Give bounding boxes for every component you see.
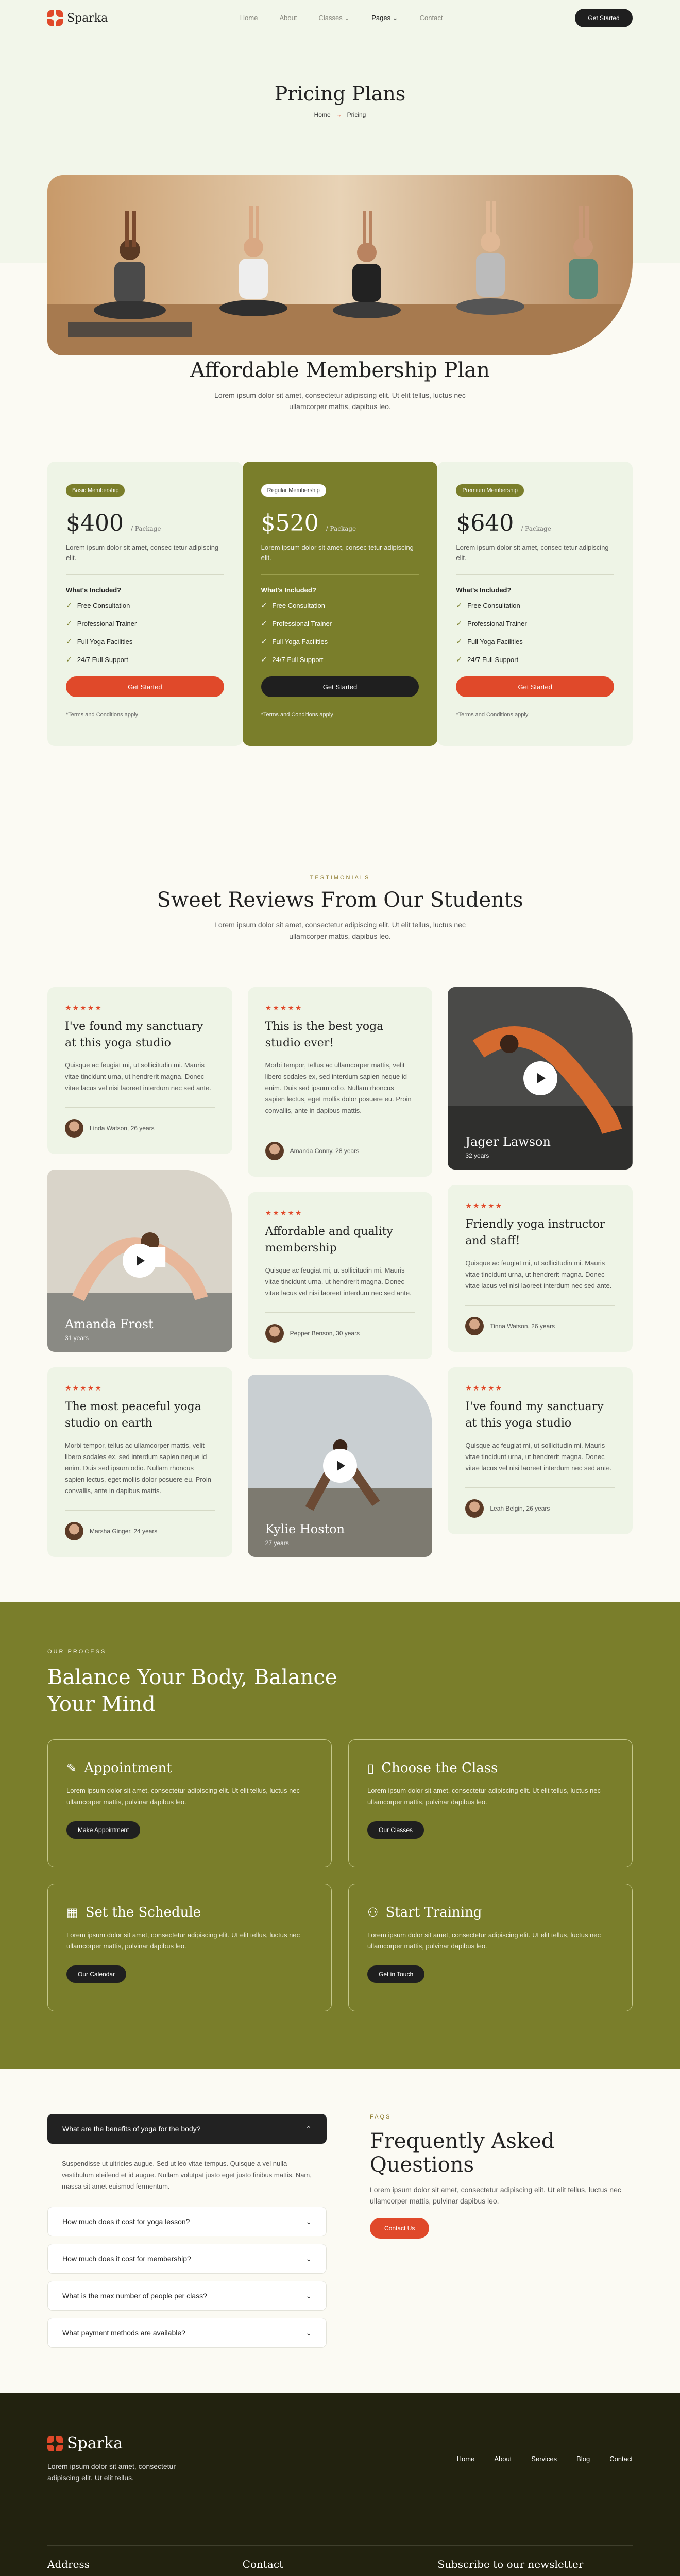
feature-item: ✓ Full Yoga Facilities xyxy=(66,637,133,646)
plan-desc: Lorem ipsum dolor sit amet, consec tetur adipiscing elit. xyxy=(261,544,414,562)
check-icon: ✓ xyxy=(66,637,72,646)
testimonial-author: Tinna Watson, 26 years xyxy=(465,1305,615,1335)
avatar xyxy=(265,1142,284,1160)
pricing-plans xyxy=(47,462,633,746)
faq-section xyxy=(0,2069,680,2393)
testimonial-text: Quisque ac feugiat mi, ut sollicitudin mi. Mauris vitae tincidunt urna, ut hendrerit magna. Donec vitae lacus vel nisi laoreet interdum nec sed ante. xyxy=(465,1442,612,1472)
nav-classes[interactable]: Classes ⌄ xyxy=(318,14,350,22)
arrow-right-icon: → xyxy=(335,111,342,118)
process-step-text: Lorem ipsum dolor sit amet, consectetur adipiscing elit. Ut elit tellus, luctus nec ullamcorper mattis, pulvinar dapibus leo. xyxy=(367,1787,601,1806)
plan-get-started-button[interactable]: Get Started xyxy=(66,676,224,697)
check-icon: ✓ xyxy=(261,619,267,628)
process-grid xyxy=(47,1739,633,2011)
main-nav xyxy=(240,14,443,22)
check-icon: ✓ xyxy=(261,637,267,646)
feature-item: ✓ 24/7 Full Support xyxy=(66,655,128,664)
chevron-down-icon: ⌄ xyxy=(344,14,350,22)
rating-stars: ★★★★★ xyxy=(265,1209,303,1217)
faq-question[interactable]: What is the max number of people per class? ⌄ xyxy=(47,2281,327,2311)
testimonial-title: I've found my sanctuary at this yoga studio xyxy=(65,1020,203,1049)
get-in-touch-button[interactable]: Get in Touch xyxy=(367,1965,424,1983)
testimonials-section xyxy=(0,746,680,1557)
video-testimonial[interactable] xyxy=(448,987,633,1170)
chevron-down-icon: ⌄ xyxy=(305,2217,312,2226)
play-icon[interactable] xyxy=(523,1061,557,1095)
video-name: Jager Lawson xyxy=(465,1134,551,1149)
nav-home[interactable]: Home xyxy=(240,14,258,22)
testimonial-card xyxy=(448,1185,633,1352)
check-icon: ✓ xyxy=(456,601,463,609)
nav-pages[interactable]: Pages ⌄ xyxy=(371,14,398,22)
testimonial-author: Leah Belgin, 26 years xyxy=(465,1487,615,1518)
process-step-text: Lorem ipsum dolor sit amet, consectetur adipiscing elit. Ut elit tellus, luctus nec ullamcorper mattis, pulvinar dapibus leo. xyxy=(367,1931,601,1950)
testimonial-text: Morbi tempor, tellus ac ullamcorper mattis, velit libero sodales ex, sed interdum sapien neque id enim. Duis sed ipsum odio. Nullam rhoncus sapien lectus, eget mollis dolor posuere eu. Proin convallis, ante in dapibus mattis. xyxy=(65,1442,211,1495)
process-eyebrow: OUR PROCESS xyxy=(47,1649,107,1655)
page-title: Pricing Plans xyxy=(274,82,406,105)
process-step-title: Start Training xyxy=(385,1905,482,1920)
included-label: What's Included? xyxy=(261,586,316,594)
plan-badge: Premium Membership xyxy=(456,484,524,497)
faq-question[interactable]: How much does it cost for yoga lesson? ⌄ xyxy=(47,2207,327,2236)
rating-stars: ★★★★★ xyxy=(65,1384,103,1392)
footer-address xyxy=(47,2546,243,2576)
included-label: What's Included? xyxy=(456,586,512,594)
nav-contact[interactable]: Contact xyxy=(419,14,443,22)
testimonial-author: Marsha Ginger, 24 years xyxy=(65,1510,215,1540)
footer-nav-contact[interactable]: Contact xyxy=(609,2455,633,2463)
feature-item: ✓ Full Yoga Facilities xyxy=(261,637,328,646)
people-icon: ⚇ xyxy=(367,1905,379,1920)
breadcrumb-current: Pricing xyxy=(347,111,366,118)
play-icon[interactable] xyxy=(323,1449,357,1483)
testimonial-author: Pepper Benson, 30 years xyxy=(265,1312,415,1343)
check-icon: ✓ xyxy=(261,601,267,609)
plan-price: $400 / Package xyxy=(66,510,161,536)
contact-us-button[interactable]: Contact Us xyxy=(370,2218,429,2239)
footer-address-title: Address xyxy=(47,2558,90,2570)
check-icon: ✓ xyxy=(261,655,267,664)
testimonial-text: Quisque ac feugiat mi, ut sollicitudin mi. Mauris vitae tincidunt urna, ut hendrerit magna. Donec vitae lacus vel nisi laoreet interdum nec sed ante. xyxy=(65,1061,211,1092)
site-footer xyxy=(0,2393,680,2576)
plan-terms: *Terms and Conditions apply xyxy=(66,711,139,718)
newsletter-title: Subscribe to our newsletter xyxy=(437,2558,584,2570)
logo-text: Sparka xyxy=(67,11,108,25)
process-card xyxy=(47,1739,332,1867)
nav-about[interactable]: About xyxy=(279,14,297,22)
testimonials-subtitle: Lorem ipsum dolor sit amet, consectetur adipiscing elit. Ut elit tellus, luctus nec ullamcorper mattis, dapibus leo. xyxy=(214,921,466,940)
video-age: 32 years xyxy=(465,1152,489,1159)
plan-desc: Lorem ipsum dolor sit amet, consec tetur adipiscing elit. xyxy=(66,544,219,562)
play-icon[interactable] xyxy=(123,1244,157,1278)
footer-nav-home[interactable]: Home xyxy=(456,2455,475,2463)
testimonial-card xyxy=(448,1367,633,1534)
our-calendar-button[interactable]: Our Calendar xyxy=(66,1965,126,1983)
plan-get-started-button[interactable]: Get Started xyxy=(261,676,419,697)
plan-card-regular xyxy=(243,462,438,746)
faq-intro xyxy=(370,2114,633,2393)
logo-icon xyxy=(47,10,63,26)
feature-item: ✓ Free Consultation xyxy=(456,601,520,609)
video-name: Kylie Hoston xyxy=(265,1522,345,1536)
avatar xyxy=(65,1522,83,1540)
video-name: Amanda Frost xyxy=(65,1317,154,1331)
testimonial-title: Friendly yoga instructor and staff! xyxy=(465,1218,605,1247)
footer-logo[interactable] xyxy=(47,2434,197,2452)
plan-get-started-button[interactable]: Get Started xyxy=(456,676,614,697)
process-card xyxy=(348,1884,633,2011)
feature-item: ✓ Free Consultation xyxy=(261,601,326,609)
footer-logo-text: Sparka xyxy=(67,2434,123,2452)
feature-item: ✓ Professional Trainer xyxy=(261,619,332,628)
video-age: 31 years xyxy=(65,1334,89,1342)
avatar xyxy=(265,1324,284,1343)
process-card xyxy=(47,1884,332,2011)
testimonial-author: Linda Watson, 26 years xyxy=(65,1107,215,1138)
make-appointment-button[interactable]: Make Appointment xyxy=(66,1821,140,1839)
breadcrumb xyxy=(0,111,680,118)
faq-subtitle: Lorem ipsum dolor sit amet, consectetur adipiscing elit. Ut elit tellus, luctus nec ullamcorper mattis, pulvinar dapibus leo. xyxy=(370,2185,621,2205)
avatar xyxy=(465,1499,484,1518)
check-icon: ✓ xyxy=(456,619,463,628)
process-title: Balance Your Body, Balance Your Mind xyxy=(47,1666,337,1716)
feature-list xyxy=(66,601,224,664)
faq-title: Frequently Asked Questions xyxy=(370,2129,555,2177)
rating-stars: ★★★★★ xyxy=(65,1004,103,1012)
check-icon: ✓ xyxy=(66,655,72,664)
get-started-button[interactable]: Get Started xyxy=(575,9,633,27)
logo[interactable] xyxy=(47,10,108,26)
feature-list xyxy=(456,601,614,664)
pricing-title: Affordable Membership Plan xyxy=(190,359,490,382)
chevron-up-icon: ⌃ xyxy=(305,2124,312,2133)
testimonial-text: Quisque ac feugiat mi, ut sollicitudin mi. Mauris vitae tincidunt urna, ut hendrerit magna. Donec vitae lacus vel nisi laoreet interdum nec sed ante. xyxy=(265,1266,412,1297)
footer-nav xyxy=(457,2455,633,2463)
feature-item: ✓ Free Consultation xyxy=(66,601,130,609)
faq-question[interactable]: How much does it cost for membership? ⌄ xyxy=(47,2244,327,2274)
plan-desc: Lorem ipsum dolor sit amet, consec tetur adipiscing elit. xyxy=(456,544,609,562)
avatar xyxy=(65,1119,83,1138)
testimonial-title: Affordable and quality membership xyxy=(265,1225,393,1255)
avatar xyxy=(465,1317,484,1335)
pencil-icon: ✎ xyxy=(66,1761,77,1775)
footer-nav-blog[interactable]: Blog xyxy=(576,2455,590,2463)
check-icon: ✓ xyxy=(456,655,463,664)
breadcrumb-home[interactable]: Home xyxy=(314,111,331,118)
faq-accordion xyxy=(47,2114,327,2393)
feature-item: ✓ Full Yoga Facilities xyxy=(456,637,523,646)
footer-nav-about[interactable]: About xyxy=(494,2455,512,2463)
hero xyxy=(0,36,680,263)
testimonial-grid xyxy=(47,987,633,1557)
video-testimonial[interactable] xyxy=(47,1170,232,1352)
process-step-text: Lorem ipsum dolor sit amet, consectetur adipiscing elit. Ut elit tellus, luctus nec ullamcorper mattis, pulvinar dapibus leo. xyxy=(66,1931,300,1950)
our-classes-button[interactable]: Our Classes xyxy=(367,1821,424,1839)
process-step-title: Appointment xyxy=(84,1760,172,1776)
plan-terms: *Terms and Conditions apply xyxy=(456,711,529,718)
feature-item: ✓ 24/7 Full Support xyxy=(456,655,519,664)
calendar-icon: ▦ xyxy=(66,1905,78,1920)
chevron-down-icon: ⌄ xyxy=(392,14,398,22)
feature-list xyxy=(261,601,419,664)
testimonial-text: Morbi tempor, tellus ac ullamcorper mattis, velit libero sodales ex, sed interdum sapien neque id enim. Duis sed ipsum odio. Nullam rhoncus sapien lectus, eget mollis dolor posuere eu. Proin convallis, ante in dapibus mattis. xyxy=(265,1061,412,1114)
check-icon: ✓ xyxy=(66,601,72,609)
footer-nav-services[interactable]: Services xyxy=(531,2455,557,2463)
testimonial-author: Amanda Conny, 28 years xyxy=(265,1130,415,1160)
testimonial-title: I've found my sanctuary at this yoga studio xyxy=(465,1400,604,1430)
testimonial-card xyxy=(47,987,232,1154)
process-section xyxy=(0,1602,680,2069)
rating-stars: ★★★★★ xyxy=(465,1201,503,1210)
chevron-down-icon: ⌄ xyxy=(305,2328,312,2337)
rating-stars: ★★★★★ xyxy=(265,1004,303,1012)
process-step-text: Lorem ipsum dolor sit amet, consectetur adipiscing elit. Ut elit tellus, luctus nec ullamcorper mattis, pulvinar dapibus leo. xyxy=(66,1787,300,1806)
phone-icon: ▯ xyxy=(367,1761,375,1775)
rating-stars: ★★★★★ xyxy=(465,1384,503,1392)
logo-icon xyxy=(47,2436,63,2451)
site-header xyxy=(0,0,680,36)
faq-question-open[interactable]: What are the benefits of yoga for the body? ⌃ xyxy=(47,2114,327,2144)
pricing-subtitle: Lorem ipsum dolor sit amet, consectetur adipiscing elit. Ut elit tellus, luctus nec ullamcorper mattis, dapibus leo. xyxy=(214,391,466,411)
faq-question[interactable]: What payment methods are available? ⌄ xyxy=(47,2318,327,2348)
footer-about: Lorem ipsum dolor sit amet, consectetur adipiscing elit. Ut elit tellus. xyxy=(47,2462,176,2482)
testimonial-text: Quisque ac feugiat mi, ut sollicitudin mi. Mauris vitae tincidunt urna, ut hendrerit magna. Donec vitae lacus vel nisi laoreet interdum nec sed ante. xyxy=(465,1259,612,1290)
chevron-down-icon: ⌄ xyxy=(305,2291,312,2300)
faq-answer: Suspendisse ut ultricies augue. Sed ut leo vitae tempus. Quisque a vel nulla vestibulum eleifend et id augue. Nullam volutpat justo eget justo finibus mattis. Nam, massa sit amet euismod fermentum. xyxy=(62,2160,312,2190)
plan-card-premium xyxy=(437,462,633,746)
footer-newsletter xyxy=(437,2546,633,2576)
process-step-title: Set the Schedule xyxy=(85,1905,201,1920)
feature-item: ✓ 24/7 Full Support xyxy=(261,655,324,664)
footer-contact-title: Contact xyxy=(242,2558,284,2570)
plan-terms: *Terms and Conditions apply xyxy=(261,711,333,718)
plan-price: $520 / Package xyxy=(261,510,356,536)
feature-item: ✓ Professional Trainer xyxy=(456,619,527,628)
testimonial-title: This is the best yoga studio ever! xyxy=(265,1020,384,1049)
testimonials-title: Sweet Reviews From Our Students xyxy=(157,888,523,912)
plan-badge: Basic Membership xyxy=(66,484,125,497)
process-card xyxy=(348,1739,633,1867)
feature-item: ✓ Professional Trainer xyxy=(66,619,137,628)
hero-image xyxy=(47,175,633,355)
testimonial-card xyxy=(248,1192,433,1359)
testimonial-title: The most peaceful yoga studio on earth xyxy=(65,1400,201,1430)
video-testimonial[interactable] xyxy=(248,1375,433,1557)
plan-price: $640 / Package xyxy=(456,510,551,536)
plan-card-basic xyxy=(47,462,243,746)
plan-badge: Regular Membership xyxy=(261,484,326,497)
chevron-down-icon: ⌄ xyxy=(305,2254,312,2263)
process-step-title: Choose the Class xyxy=(381,1760,498,1776)
testimonial-card xyxy=(248,987,433,1177)
included-label: What's Included? xyxy=(66,586,122,594)
testimonials-eyebrow: TESTIMONIALS xyxy=(310,875,370,881)
check-icon: ✓ xyxy=(66,619,72,628)
footer-contact xyxy=(243,2546,438,2576)
faq-eyebrow: FAQS xyxy=(370,2114,392,2120)
check-icon: ✓ xyxy=(456,637,463,646)
testimonial-card xyxy=(47,1367,232,1557)
video-age: 27 years xyxy=(265,1539,289,1547)
